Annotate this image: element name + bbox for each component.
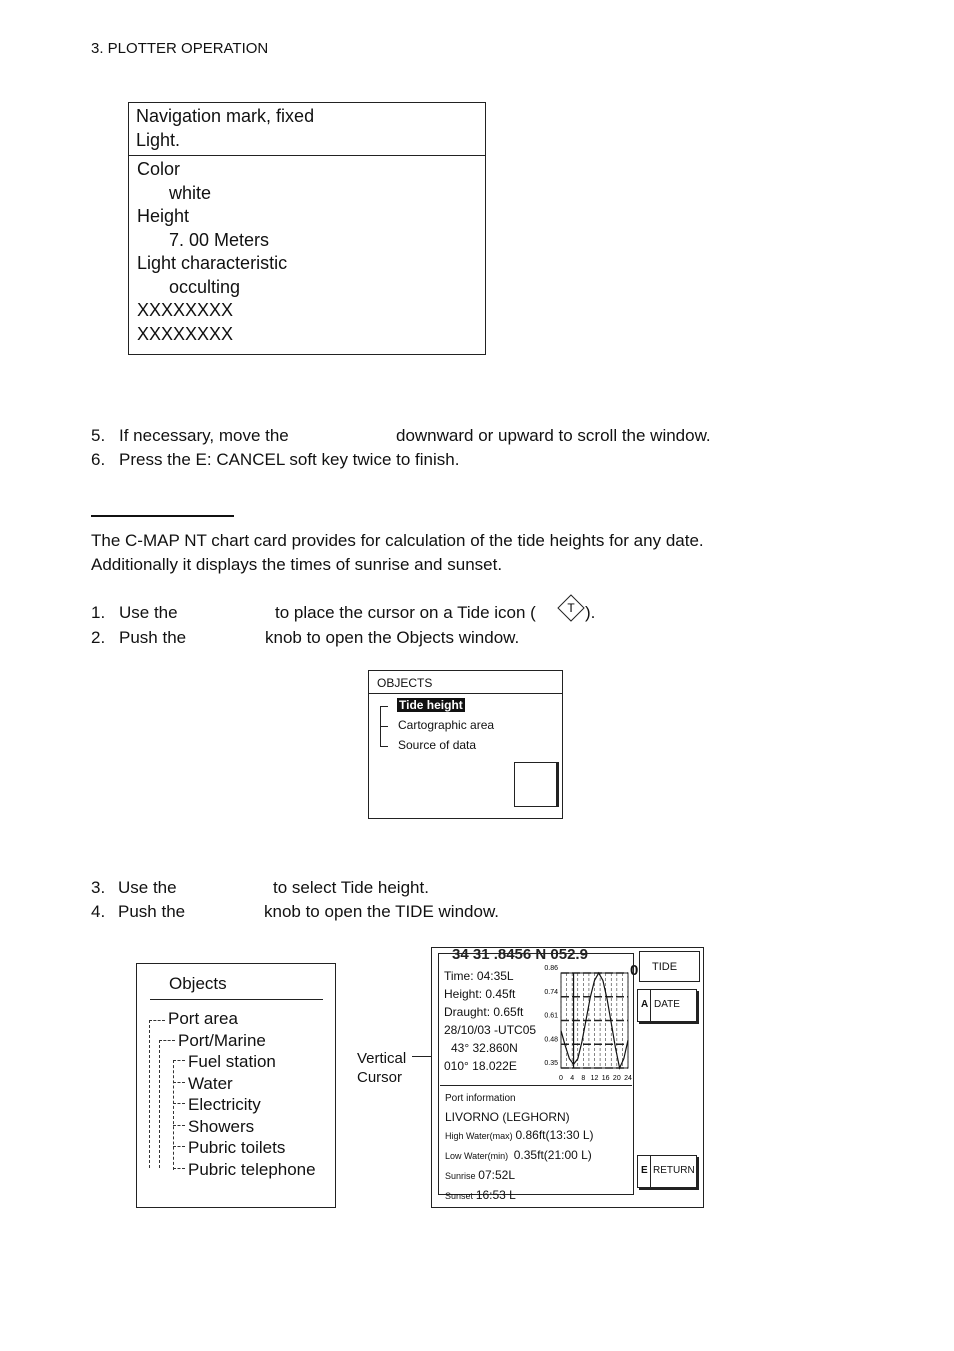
tree-line xyxy=(159,1040,160,1168)
chart-y-tick-label: 0.35 xyxy=(544,1060,558,1067)
objects-tree-divider xyxy=(150,999,323,1000)
objects-item-cartographic-area[interactable]: Cartographic area xyxy=(398,718,495,732)
tree-root-port-area[interactable]: Port area xyxy=(168,1009,238,1028)
nav-mark-row: 7. 00 Meters xyxy=(169,229,270,250)
softkey-letter-cell xyxy=(638,990,651,1021)
tide-info-block xyxy=(444,967,536,1075)
chart-x-tick-label: 4 xyxy=(570,1075,575,1082)
tree-line xyxy=(149,1020,150,1168)
step-number: 3. xyxy=(91,878,106,897)
tide-time: Time: 04:35L xyxy=(444,969,514,983)
tide-title: TIDE xyxy=(652,961,678,973)
tide-partial-right: 0 xyxy=(630,962,639,979)
low-water-value: 0.35ft(21:00 L) xyxy=(513,1148,592,1162)
softkey-letter-cell xyxy=(638,1156,651,1187)
chart-y-tick-label: 0.74 xyxy=(544,988,558,996)
tree-branch xyxy=(380,746,388,747)
step-text-before: Use the xyxy=(119,603,178,622)
sunrise-label: Sunrise xyxy=(445,1171,476,1181)
chart-x-tick-label: 16 xyxy=(601,1075,610,1082)
tide-height: Height: 0.45ft xyxy=(444,987,516,1001)
step-6 xyxy=(91,448,460,471)
return-softkey-label: RETURN xyxy=(653,1165,695,1176)
nav-mark-title-line: Light. xyxy=(136,129,181,150)
chart-x-tick-label: 12 xyxy=(590,1075,599,1082)
section-heading-rule xyxy=(91,515,234,517)
chart-x-tick-label: 20 xyxy=(612,1075,621,1082)
chart-y-tick-label: 0.48 xyxy=(544,1036,558,1044)
vertical-cursor-callout xyxy=(357,1049,406,1087)
step-text-before: If necessary, move the xyxy=(119,426,289,445)
step-text-before: Use the xyxy=(118,878,177,897)
chart-y-tick-label: 0.86 xyxy=(544,965,558,972)
return-softkey[interactable] xyxy=(637,1155,697,1188)
nav-mark-title-line: Navigation mark, fixed xyxy=(136,106,315,126)
softkey-letter-e: E xyxy=(641,1165,648,1176)
step-number: 1. xyxy=(91,603,106,622)
tree-child-port-marine[interactable]: Port/Marine xyxy=(178,1031,266,1050)
nav-mark-row: Light characteristic xyxy=(137,253,288,273)
tide-date: 28/10/03 -UTC05 xyxy=(444,1023,537,1037)
tree-branch xyxy=(159,1040,175,1041)
low-water-label: Low Water(min) xyxy=(445,1151,509,1161)
step-1 xyxy=(91,601,596,624)
objects-window-divider xyxy=(369,693,562,694)
nav-mark-row: Color xyxy=(137,159,181,179)
step-text-after: to place the cursor on a Tide icon ( xyxy=(275,603,536,622)
tree-branch xyxy=(149,1020,165,1021)
nav-mark-title xyxy=(136,105,314,152)
tide-draught: Draught: 0.65ft xyxy=(444,1005,524,1019)
tide-title-box xyxy=(639,951,700,982)
step-text-after: knob to open the TIDE window. xyxy=(264,902,500,921)
nav-mark-row: occulting xyxy=(169,276,241,297)
tree-leaf-item[interactable]: Pubric toilets xyxy=(188,1138,286,1158)
tree-branch xyxy=(173,1125,185,1126)
step-4 xyxy=(91,900,500,923)
section-header: 3. PLOTTER OPERATION xyxy=(91,40,269,57)
step-5 xyxy=(91,424,711,447)
nav-mark-row: Height xyxy=(137,206,190,226)
sunset-value: 16:53 L xyxy=(475,1188,516,1202)
tide-chart xyxy=(531,959,631,1089)
nav-mark-window xyxy=(128,102,486,355)
chart-x-tick-label: 8 xyxy=(581,1075,586,1082)
tree-branch xyxy=(173,1146,185,1147)
tree-leaf-item[interactable]: Showers xyxy=(188,1116,255,1136)
step-text-close: ). xyxy=(585,603,596,622)
step-text-after: to select Tide height. xyxy=(273,878,429,897)
chart-x-tick-label: 24 xyxy=(624,1075,632,1082)
softkey-letter-a: A xyxy=(641,999,649,1010)
sunrise-value: 07:52L xyxy=(478,1168,515,1182)
objects-item-tide-height[interactable]: Tide height xyxy=(399,698,463,712)
objects-window xyxy=(368,670,563,819)
objects-softkey-box[interactable] xyxy=(514,762,557,807)
tree-line xyxy=(173,1060,174,1170)
step-number: 2. xyxy=(91,628,106,647)
tree-leaf-item[interactable]: Water xyxy=(188,1073,233,1093)
tide-window xyxy=(431,947,704,1208)
tree-leaf-item[interactable]: Electricity xyxy=(188,1095,261,1115)
tree-leaf-item[interactable]: Pubric telephone xyxy=(188,1160,316,1179)
objects-tree-title: Objects xyxy=(169,974,227,993)
intro-line-2: Additionally it displays the times of sunrise and sunset. xyxy=(91,555,503,574)
date-softkey[interactable] xyxy=(637,989,697,1022)
objects-window-title: OBJECTS xyxy=(377,676,433,690)
callout-line: Cursor xyxy=(357,1069,403,1086)
tree-branch xyxy=(380,706,388,707)
tide-icon xyxy=(556,593,586,623)
tree-leaf-item[interactable]: Fuel station xyxy=(188,1052,276,1071)
port-info-block xyxy=(445,1090,594,1206)
intro-line-1: The C-MAP NT chart card provides for calculation of the tide heights for any date. xyxy=(91,531,704,550)
nav-mark-row: XXXXXXXX xyxy=(137,323,234,344)
high-water-value: 0.86ft(13:30 L) xyxy=(515,1128,594,1142)
step-number: 4. xyxy=(91,902,106,921)
step-text-after: downward or upward to scroll the window. xyxy=(396,426,711,445)
chart-y-tick-label: 0.61 xyxy=(544,1012,558,1020)
tree-branch xyxy=(380,726,388,727)
port-name: LIVORNO (LEGHORN) xyxy=(445,1110,570,1124)
step-text-before: Push the xyxy=(119,628,187,647)
tide-data-panel xyxy=(438,953,634,1202)
step-3 xyxy=(91,876,429,899)
tree-branch xyxy=(173,1082,185,1083)
tide-lat: 43° 32.860N xyxy=(451,1041,518,1055)
tide-icon-letter: T xyxy=(567,601,575,615)
nav-mark-row: white xyxy=(169,182,212,203)
tide-partial-coords: 34 31 .8456 N 052.9 xyxy=(452,946,588,963)
sunset-label: Sunset xyxy=(445,1191,474,1201)
callout-line: Vertical xyxy=(357,1050,407,1067)
step-text-before: Push the xyxy=(118,902,186,921)
objects-tree-window xyxy=(136,963,336,1208)
date-softkey-label: DATE xyxy=(654,999,680,1010)
port-info-heading: Port information xyxy=(445,1093,516,1104)
tree-branch xyxy=(173,1060,185,1061)
high-water-label: High Water(max) xyxy=(445,1131,513,1141)
objects-item-source-of-data[interactable]: Source of data xyxy=(398,738,477,752)
step-text: Press the E: CANCEL soft key twice to finish. xyxy=(119,450,460,469)
step-number: 5. xyxy=(91,426,106,445)
tide-panel-divider xyxy=(440,1085,632,1086)
nav-mark-rows xyxy=(137,158,287,346)
tree-branch xyxy=(173,1103,185,1104)
step-text-after: knob to open the Objects window. xyxy=(265,628,520,647)
nav-mark-row: XXXXXXXX xyxy=(137,300,234,320)
nav-mark-divider xyxy=(129,155,485,156)
step-number: 6. xyxy=(91,450,106,469)
step-2 xyxy=(91,626,520,649)
tide-lon: 010° 18.022E xyxy=(444,1059,517,1073)
tree-branch xyxy=(173,1168,185,1169)
chart-x-tick-label: 0 xyxy=(559,1075,563,1082)
